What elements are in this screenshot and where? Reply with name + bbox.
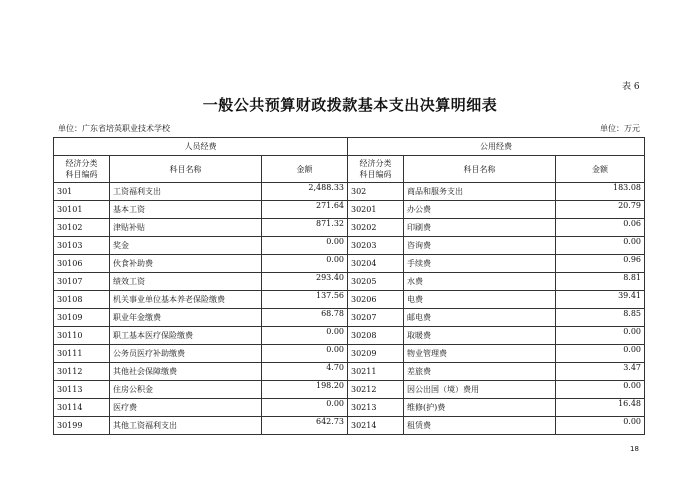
left-name-cell: 其他社会保障缴费 (110, 363, 262, 381)
right-name-cell: 水费 (404, 273, 556, 291)
left-name-cell: 医疗费 (110, 399, 262, 417)
left-amount-cell: 0.00 (262, 255, 348, 273)
left-amount-cell: 871.32 (262, 219, 348, 237)
right-amount-cell: 8.85 (556, 309, 645, 327)
page-number: 18 (630, 445, 639, 453)
code-header-line1: 经济分类 (65, 159, 98, 168)
table-row (54, 345, 645, 363)
right-name-cell: 手续费 (404, 255, 556, 273)
left-name-cell: 机关事业单位基本养老保险缴费 (110, 291, 262, 309)
left-amount-cell: 0.00 (262, 345, 348, 363)
right-name-cell: 咨询费 (404, 237, 556, 255)
left-name-cell: 基本工资 (110, 201, 262, 219)
left-code-cell: 30108 (54, 291, 110, 309)
unit-currency: 单位：万元 (600, 124, 640, 133)
left-code-cell: 30114 (54, 399, 110, 417)
table-row (54, 309, 645, 327)
public-expenses-header: 公用经费 (348, 138, 645, 156)
left-name-cell: 津贴补贴 (110, 219, 262, 237)
left-amount-cell: 0.00 (262, 399, 348, 417)
left-amount-cell: 137.56 (262, 291, 348, 309)
table-row (54, 417, 645, 435)
table-row (54, 291, 645, 309)
left-name-cell: 职业年金缴费 (110, 309, 262, 327)
right-name-cell: 物业管理费 (404, 345, 556, 363)
left-amount-cell: 4.70 (262, 363, 348, 381)
right-amount-cell: 39.41 (556, 291, 645, 309)
expenditure-table (53, 137, 645, 435)
right-code-cell: 30204 (348, 255, 404, 273)
left-code-cell: 30110 (54, 327, 110, 345)
name-header-right: 科目名称 (404, 156, 556, 183)
right-code-cell: 30211 (348, 363, 404, 381)
left-code-cell: 30107 (54, 273, 110, 291)
left-name-cell: 其他工资福利支出 (110, 417, 262, 435)
left-code-cell: 30106 (54, 255, 110, 273)
table-row (54, 399, 645, 417)
personnel-expenses-header: 人员经费 (54, 138, 348, 156)
right-amount-cell: 3.47 (556, 363, 645, 381)
code-header-line1: 经济分类 (359, 159, 392, 168)
right-name-cell: 差旅费 (404, 363, 556, 381)
right-code-cell: 30208 (348, 327, 404, 345)
right-name-cell: 因公出国（境）费用 (404, 381, 556, 399)
left-code-cell: 30103 (54, 237, 110, 255)
right-amount-cell: 0.96 (556, 255, 645, 273)
code-header-line2: 科目编码 (359, 170, 392, 179)
left-code-cell: 30113 (54, 381, 110, 399)
table-row (54, 183, 645, 201)
right-code-cell: 30202 (348, 219, 404, 237)
left-code-cell: 30199 (54, 417, 110, 435)
right-amount-cell: 0.06 (556, 219, 645, 237)
right-amount-cell: 16.48 (556, 399, 645, 417)
right-code-cell: 30209 (348, 345, 404, 363)
left-code-cell: 30102 (54, 219, 110, 237)
right-code-cell: 30214 (348, 417, 404, 435)
right-code-cell: 30201 (348, 201, 404, 219)
left-name-cell: 奖金 (110, 237, 262, 255)
right-amount-cell: 0.00 (556, 417, 645, 435)
code-header-right (348, 156, 404, 183)
right-name-cell: 商品和服务支出 (404, 183, 556, 201)
table-row (54, 381, 645, 399)
table-row (54, 201, 645, 219)
name-header-left: 科目名称 (110, 156, 262, 183)
group-header-row (54, 138, 645, 156)
left-name-cell: 伙食补助费 (110, 255, 262, 273)
amount-header-left: 金额 (262, 156, 348, 183)
left-code-cell: 30111 (54, 345, 110, 363)
table-row (54, 219, 645, 237)
left-amount-cell: 68.78 (262, 309, 348, 327)
left-code-cell: 30101 (54, 201, 110, 219)
left-amount-cell: 2,488.33 (262, 183, 348, 201)
right-name-cell: 邮电费 (404, 309, 556, 327)
right-amount-cell: 0.00 (556, 327, 645, 345)
left-amount-cell: 293.40 (262, 273, 348, 291)
left-name-cell: 绩效工资 (110, 273, 262, 291)
unit-organization: 单位：广东省培英职业技术学校 (58, 124, 170, 133)
right-name-cell: 办公费 (404, 201, 556, 219)
left-name-cell: 住房公积金 (110, 381, 262, 399)
right-name-cell: 租赁费 (404, 417, 556, 435)
right-code-cell: 30213 (348, 399, 404, 417)
left-amount-cell: 642.73 (262, 417, 348, 435)
right-code-cell: 30212 (348, 381, 404, 399)
right-code-cell: 302 (348, 183, 404, 201)
table-row (54, 273, 645, 291)
code-header-left (54, 156, 110, 183)
left-amount-cell: 271.64 (262, 201, 348, 219)
left-name-cell: 公务员医疗补助缴费 (110, 345, 262, 363)
left-name-cell: 职工基本医疗保险缴费 (110, 327, 262, 345)
right-code-cell: 30203 (348, 237, 404, 255)
table-row (54, 327, 645, 345)
left-amount-cell: 0.00 (262, 237, 348, 255)
right-amount-cell: 20.79 (556, 201, 645, 219)
right-name-cell: 取暖费 (404, 327, 556, 345)
table-row (54, 363, 645, 381)
amount-header-right: 金额 (556, 156, 645, 183)
left-code-cell: 30112 (54, 363, 110, 381)
right-amount-cell: 0.00 (556, 345, 645, 363)
right-name-cell: 维修(护)费 (404, 399, 556, 417)
right-code-cell: 30207 (348, 309, 404, 327)
column-header-row (54, 156, 645, 183)
right-code-cell: 30206 (348, 291, 404, 309)
document-title: 一般公共预算财政拨款基本支出决算明细表 (202, 96, 498, 114)
right-amount-cell: 0.00 (556, 237, 645, 255)
table-number: 表 6 (622, 82, 640, 92)
left-code-cell: 30109 (54, 309, 110, 327)
left-name-cell: 工资福利支出 (110, 183, 262, 201)
left-amount-cell: 0.00 (262, 327, 348, 345)
code-header-line2: 科目编码 (65, 170, 98, 179)
right-amount-cell: 183.08 (556, 183, 645, 201)
table-row (54, 237, 645, 255)
left-amount-cell: 198.20 (262, 381, 348, 399)
right-name-cell: 印刷费 (404, 219, 556, 237)
right-code-cell: 30205 (348, 273, 404, 291)
right-amount-cell: 8.81 (556, 273, 645, 291)
right-amount-cell: 0.00 (556, 381, 645, 399)
left-code-cell: 301 (54, 183, 110, 201)
table-row (54, 255, 645, 273)
right-name-cell: 电费 (404, 291, 556, 309)
